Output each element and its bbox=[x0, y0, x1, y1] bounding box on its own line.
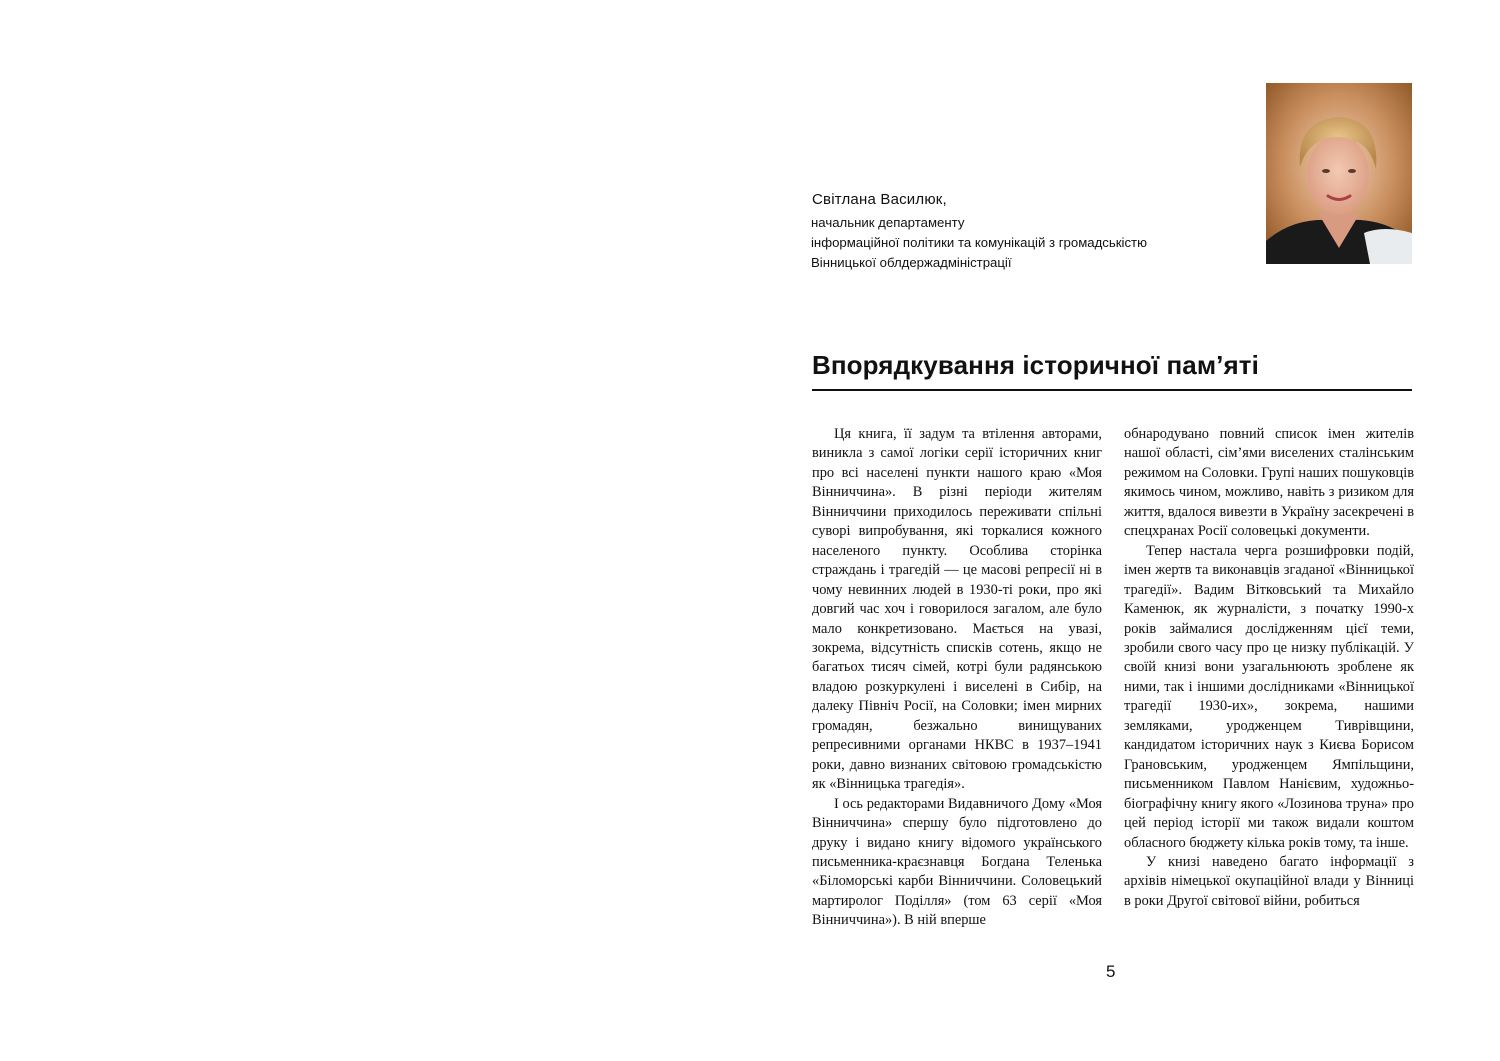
right-page bbox=[812, 0, 1412, 1061]
author-role-line: начальник департаменту bbox=[811, 215, 965, 230]
paragraph: І ось редакторами Видавничого Дому «Моя Вінниччина» спершу було підготовлено до друку і видано книгу відомого українського письменника-краєзнавця Богдана Теленька «Біломорські карби Вінниччини. Соловецький мартиролог Поділля» (том 63 серії «Моя Вінниччина»). В ній вперше bbox=[812, 795, 1102, 929]
article-title: Впорядкування історичної пам’яті bbox=[812, 350, 1259, 380]
title-divider bbox=[812, 389, 1412, 391]
right-text-column bbox=[1124, 425, 1414, 911]
author-role-line: Вінницької облдержадміністрації bbox=[811, 255, 1012, 270]
paragraph: Ця книга, її задум та втілення авторами, виникла з самої логіки серії історичних книг про всі населені пункти нашого краю «Моя Вінниччина». В різні періоди жителям Вінниччини приходилось переживати спільні суворі випробування, які торкалися кожного населеного пункту. Особлива сторінка страждань і трагедій — це масові репресії ні в чому невинних людей в 1930-ті роки, про які довгий час хоч і говорилося загалом, але було мало конкретизовано. Мається на увазі, зокрема, відсутність списків сотень, якщо не багатьох тисяч сімей, котрі були радянською владою розкуркулені і виселені в Сибір, на далеку Північ Росії, на Соловки; імен мирних громадян, безжально винищуваних репресивними органами НКВС в 1937–1941 роки, давно визнаних світовою громадськістю як «Вінницька трагедія». bbox=[812, 426, 1102, 793]
left-text-column bbox=[812, 425, 1102, 931]
paragraph: Тепер настала черга розшифровки подій, імен жертв та виконавців згаданої «Вінницької трагедії». Вадим Вітковський та Михайло Каменюк, як журналісти, з початку 1990-х років займалися дослідженням цієї теми, зробили свого часу про це низку публікацій. У своїй книзі вони узагальнюють зроблене як ними, так і іншими дослідниками «Вінницької трагедії 1930-их», зокрема, нашими земляками, уродженцем Тиврівщини, кандидатом історичних наук з Києва Борисом Грановським, уродженцем Ямпільщини, письменником Павлом Нанієвим, художньо-біографічну книгу якого «Лозинова труна» про цей період історії ми також видали коштом обласного бюджету кілька років тому, та інше. bbox=[1124, 542, 1414, 851]
portrait-illustration bbox=[1266, 83, 1412, 264]
author-portrait bbox=[1266, 83, 1412, 264]
paragraph: У книзі наведено багато інформації з архівів німецької окупаційної влади у Вінниці в роки Другої світової війни, робиться bbox=[1124, 853, 1414, 909]
author-byline bbox=[812, 191, 1252, 273]
author-role-line: інформаційної політики та комунікацій з громадськістю bbox=[811, 235, 1147, 250]
author-name: Світлана Василюк, bbox=[812, 191, 947, 208]
page-number: 5 bbox=[1106, 962, 1116, 981]
paragraph: обнародувано повний список імен жителів нашої області, сім’ями виселених сталінським режимом на Соловки. Групі наших пошуковців якимось чином, можливо, навіть з ризиком для життя, вдалося вивезти в Україну засекречені в спецхранах Росії соловецькі документи. bbox=[1124, 426, 1414, 540]
